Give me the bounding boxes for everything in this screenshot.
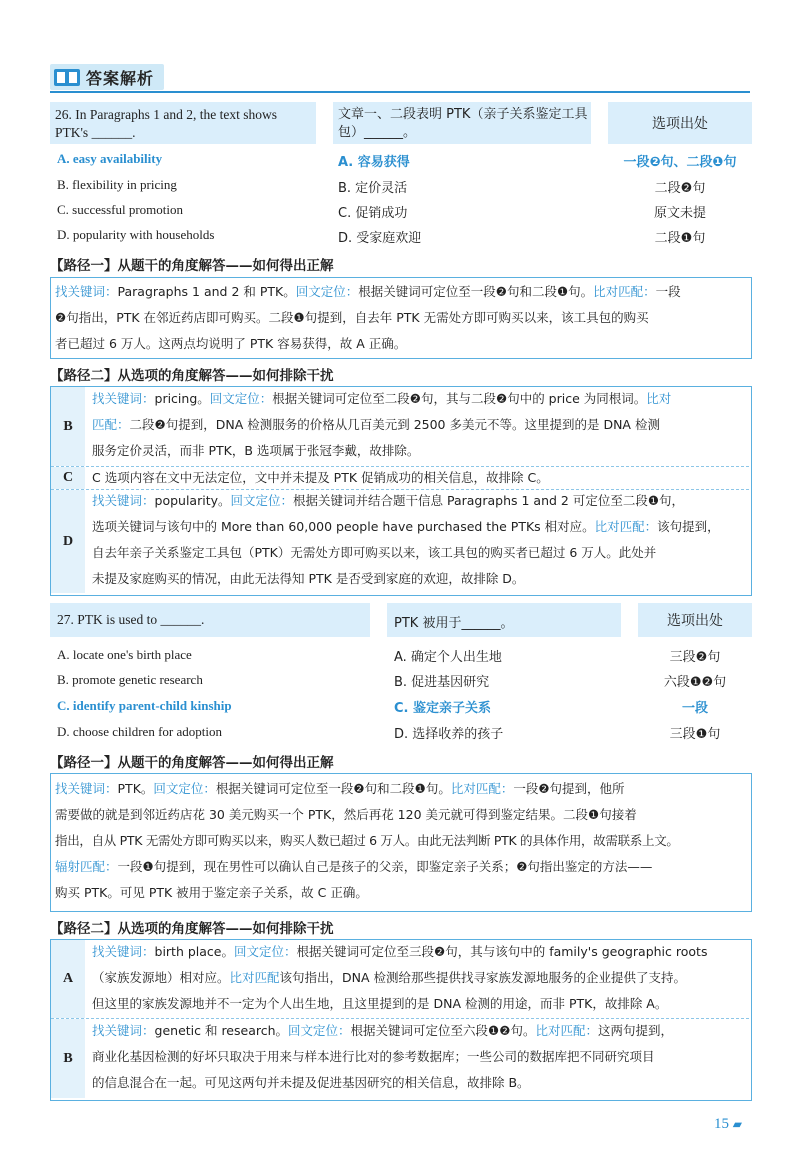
q26-option-a-cn: A. 容易获得: [338, 155, 410, 170]
q26-option-b-src: 二段❷句: [654, 181, 706, 196]
q26-option-b-cn: B. 定价灵活: [338, 181, 408, 196]
open-book-icon: [53, 67, 81, 87]
q27-path2-b-text: 找关键词：genetic 和 research。回文定位：根据关键词可定位至六段❶❷句。比对匹配：这两句提到， 商业化基因检测的好坏只取决于用来与样本进行比对的参考数据库；一些公司的数据库把不同研究项目 的信息混合在一起。可见这两句并未提及促进基因研究的相关信息，故排除 B。: [92, 1023, 673, 1090]
q26-option-c: C. successful promotion: [57, 202, 184, 217]
q27-question-cn: PTK 被用于______。: [394, 616, 514, 631]
q26-option-a-src: 一段❷句、二段❶句: [623, 155, 737, 170]
q26-option-c-src: 原文未提: [653, 206, 706, 221]
page-number: 15 ▰: [714, 1116, 742, 1132]
term-find: 找关键词：: [55, 284, 118, 299]
q26-option-c-cn: C. 促销成功: [338, 206, 408, 221]
q27-source-header-cell: [638, 603, 752, 637]
q26-question: 26. In Paragraphs 1 and 2, the text shows PTK's ______.: [55, 107, 277, 140]
q26-path2-c-text: C 选项内容在文中无法定位，文中并未提及 PTK 促销成功的相关信息，故排除 C。: [92, 470, 549, 485]
q26-path2-label-c: C: [51, 467, 85, 489]
page-book-icon: ▰: [732, 1117, 742, 1131]
q26-path1-title: 【路径一】从题干的角度解答——如何得出正解: [50, 258, 334, 274]
q27-path1-text: 找关键词：PTK。回文定位：根据关键词可定位至一段❷句和二段❶句。比对匹配：一段❷句提到，他所 需要做的就是到邻近药店花 30 美元购买一个 PTK，然后再花 120 美元就可得到鉴定结果。二段❶句接着 指出，自从 PTK 无需处方即可购买以来，购买人数已超过 6 万人。由此无法判断 PTK 的具体作用，故需联系上文。 辐射匹配：一段❶句提到，现在男性可以确认自己是孩子的父亲，即鉴定亲子关系；❷句指出鉴定的方法—— 购买 PTK。可见 PTK 被用于鉴定亲子关系，故 C 正确。: [55, 781, 679, 900]
q27-path2-a-text: 找关键词：birth place。回文定位：根据关键词可定位至三段❷句，其与该句中的 family's geographic roots （家族发源地）相对应。比对匹配该句指出，DNA 检测给那些提供找寻家族发源地服务的企业提供了支持。 但这里的家族发源地并不一定为个人出生地，且这里提到的是 DNA 检测的用途，而非 PTK，故排除 A。: [92, 944, 708, 1011]
q27-path1-title: 【路径一】从题干的角度解答——如何得出正解: [50, 755, 334, 771]
q27-path2-label-b: B: [51, 1019, 85, 1098]
q26-option-a: A. easy availability: [57, 151, 163, 166]
section-title: 答案解析: [86, 69, 155, 88]
q27-option-c-cn: C. 鉴定亲子关系: [394, 701, 492, 716]
q26-path2-label-d: D: [51, 490, 85, 593]
q26-option-d: D. popularity with households: [57, 227, 215, 242]
q26-path2-title: 【路径二】从选项的角度解答——如何排除干扰: [50, 368, 334, 384]
q27-path2-title: 【路径二】从选项的角度解答——如何排除干扰: [50, 921, 334, 937]
q27-option-a-cn: A. 确定个人出生地: [394, 650, 502, 665]
q27-option-b-cn: B. 促进基因研究: [394, 675, 490, 690]
q26-question-cn: 文章一、二段表明 PTK（亲子关系鉴定工具包）______。: [338, 107, 588, 140]
q27-option-c: C. identify parent-child kinship: [57, 698, 232, 713]
q27-option-a-src: 三段❷句: [669, 650, 721, 665]
q27-option-d-src: 三段❶句: [669, 727, 721, 742]
q26-path2-d-text: 找关键词：popularity。回文定位：根据关键词并结合题干信息 Paragraphs 1 and 2 可定位至二段❶句， 选项关键词与该句中的 More than 60,000 people have purchased the PTKs 相对应。比对匹配：该句提到， 自去年亲子关系鉴定工具包（PTK）无需处方即可购买以来，该工具包的购买者已超过 6 万人。此处并 未提及家庭购买的情况，由此无法得知 PTK 是否受到家庭的欢迎，故排除 D。: [92, 493, 720, 586]
header-divider: [50, 91, 750, 93]
q27-path2-label-a: A: [51, 940, 85, 1018]
q27-source-header: 选项出处: [667, 613, 723, 629]
q27-option-d: D. choose children for adoption: [57, 724, 222, 739]
q26-option-d-cn: D. 受家庭欢迎: [338, 231, 422, 246]
q27-option-b-src: 六段❶❷句: [663, 675, 727, 690]
term-radiate: 辐射匹配：: [55, 859, 118, 874]
q27-option-c-src: 一段: [681, 701, 708, 716]
q26-path2-label-b: B: [51, 387, 85, 466]
q26-source-header: 选项出处: [652, 116, 708, 132]
q26-path2-b-text: 找关键词：pricing。回文定位：根据关键词可定位至二段❷句，其与二段❷句中的 price 为同根词。比对 匹配：二段❷句提到，DNA 检测服务的价格从几百美元到 2500 多美元不等。这里提到的是 DNA 检测 服务定价灵活，而非 PTK，B 选项属于张冠李戴，故排除。: [92, 391, 672, 458]
q26-path1-text: 找关键词：Paragraphs 1 and 2 和 PTK。回文定位：根据关键词可定位至一段❷句和二段❶句。比对匹配：一段 ❷句指出，PTK 在邻近药店即可购买。二段❶句提到，自去年 PTK 无需处方即可购买以来，该工具包的购买 者已超过 6 万人。这两点均说明了 PTK 容易获得，故 A 正确。: [55, 284, 681, 351]
q26-option-d-src: 二段❶句: [654, 231, 706, 246]
q27-option-a: A. locate one's birth place: [57, 647, 192, 662]
q26-option-b: B. flexibility in pricing: [57, 177, 177, 192]
q26-source-header-cell: [608, 102, 752, 144]
q27-question: 27. PTK is used to ______.: [57, 612, 205, 627]
q27-option-b: B. promote genetic research: [57, 672, 203, 687]
q27-option-d-cn: D. 选择收养的孩子: [394, 727, 504, 742]
